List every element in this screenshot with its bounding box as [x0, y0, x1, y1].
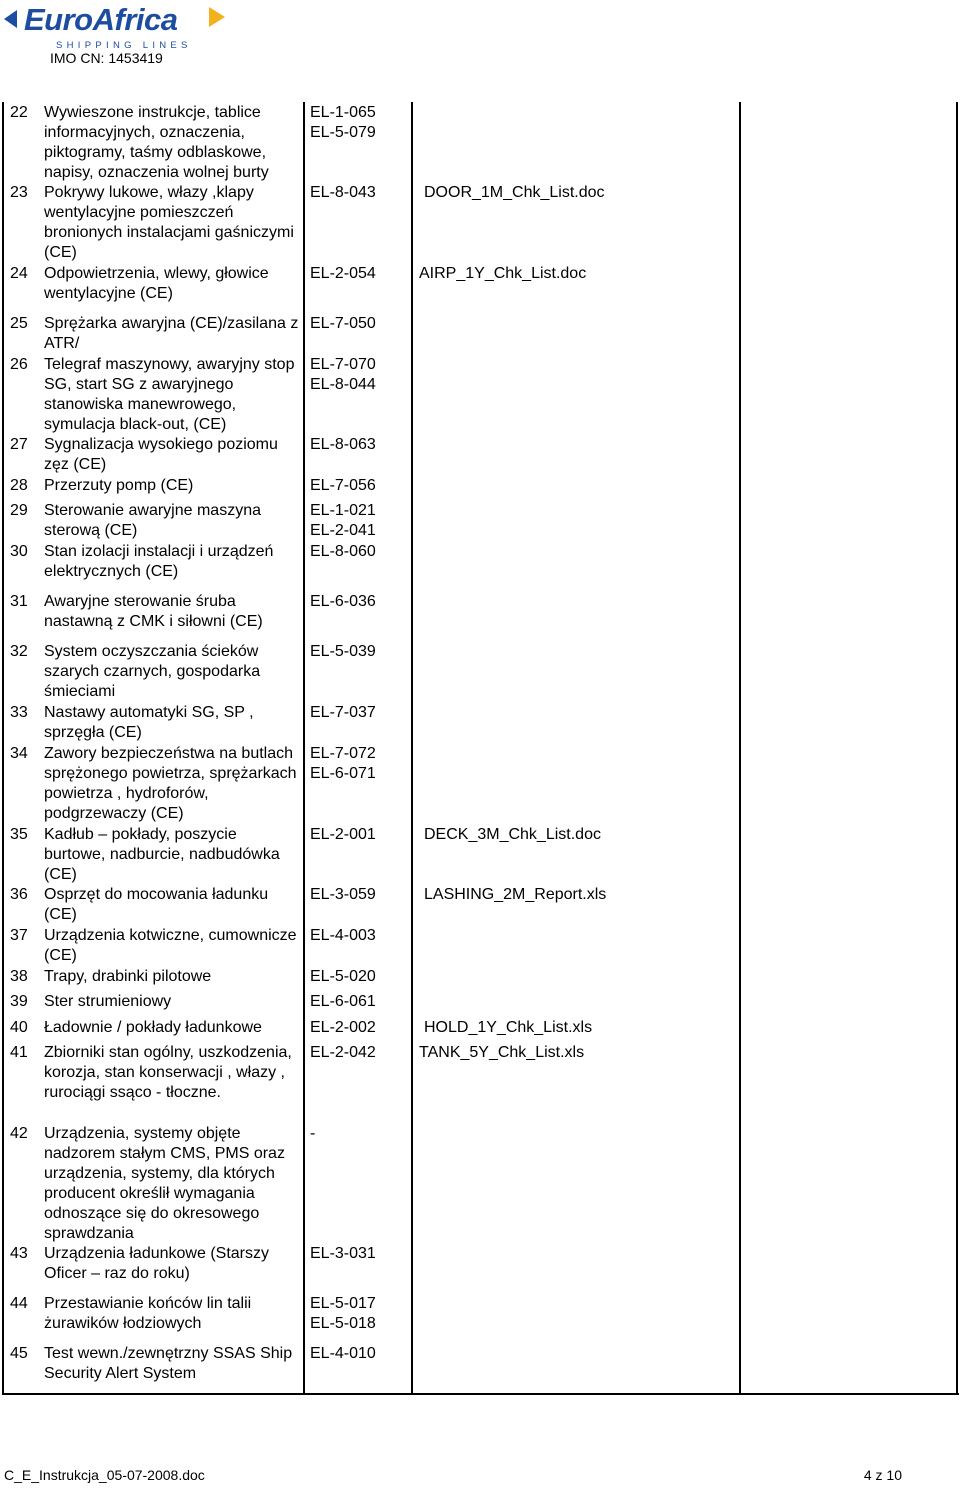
row-description: Zbiorniki stan ogólny, uszkodzenia, korozja, stan konserwacji , włazy , rurociągi ssąco - tłoczne. [44, 1044, 292, 1102]
row-code: EL-2-042 [310, 1044, 376, 1061]
row-code: EL-6-071 [310, 765, 376, 783]
row-code: EL-3-031 [310, 1245, 376, 1262]
row-description: Sprężarka awaryjna (CE)/zasilana z ATR/ [44, 315, 299, 353]
row-code: EL-5-020 [310, 968, 376, 985]
row-code: EL-2-001 [310, 826, 376, 843]
row-number: 36 [10, 886, 28, 903]
table-divider-desc [303, 102, 305, 1395]
row-codes [310, 501, 376, 541]
row-codes [310, 1043, 376, 1063]
row-number: 28 [10, 477, 28, 494]
table-border-right [956, 102, 958, 1395]
row-file: DOOR_1M_Chk_List.doc [424, 184, 605, 201]
row-codes [310, 314, 376, 334]
row-number: 35 [10, 826, 28, 843]
row-description: Ster strumieniowy [44, 993, 172, 1010]
row-codes [310, 264, 376, 284]
row-number: 27 [10, 436, 28, 453]
row-number: 32 [10, 643, 28, 660]
table-border-left [2, 102, 4, 1395]
row-description: Osprzęt do mocowania ładunku (CE) [44, 886, 269, 924]
footer-filename: C_E_Instrukcja_05-07-2008.doc [4, 1467, 205, 1483]
row-code: EL-7-072 [310, 745, 376, 762]
row-description: Ładownie / pokłady ładunkowe [44, 1019, 262, 1036]
row-codes [310, 992, 376, 1012]
row-code: EL-2-002 [310, 1019, 376, 1036]
row-code: EL-7-056 [310, 477, 376, 494]
row-number: 22 [10, 104, 28, 121]
row-description: Zawory bezpieczeństwa na butlach sprężonego powietrza, sprężarkach powietrza , hydroforów, podgrzewaczy (CE) [44, 745, 297, 823]
row-description: Urządzenia, systemy objęte nadzorem stałym CMS, PMS oraz urządzenia, systemy, dla których producent określił wymagania odnoszące się do okresowego sprawdzania [44, 1125, 285, 1243]
row-number: 40 [10, 1019, 28, 1036]
row-description: Stan izolacji instalacji i urządzeń elektrycznych (CE) [44, 543, 274, 581]
row-code: EL-1-065 [310, 104, 376, 121]
row-description: Sygnalizacja wysokiego poziomu zęz (CE) [44, 436, 278, 474]
row-description: Urządzenia ładunkowe (Starszy Oficer – raz do roku) [44, 1245, 269, 1283]
row-codes [310, 1244, 376, 1264]
row-description: Sterowanie awaryjne maszyna sterową (CE) [44, 502, 261, 540]
row-description: Test wewn./zewnętrzny SSAS Ship Security Alert System [44, 1345, 293, 1383]
row-codes [310, 435, 376, 455]
footer-page-number: 4 z 10 [863, 1467, 902, 1483]
row-code: EL-6-036 [310, 593, 376, 610]
row-codes [310, 183, 376, 203]
row-number: 41 [10, 1044, 28, 1061]
row-description: Nastawy automatyki SG, SP , sprzęgła (CE) [44, 704, 254, 742]
imo-number: IMO CN: 1453419 [50, 50, 163, 66]
logo-right-arrow-icon [209, 7, 225, 27]
logo-subtitle: SHIPPING LINES [56, 40, 192, 51]
row-description: Odpowietrzenia, wlewy, głowice wentylacyjne (CE) [44, 265, 269, 303]
row-file: TANK_5Y_Chk_List.xls [419, 1044, 585, 1061]
table-border-bottom [2, 1393, 959, 1395]
inspection-table [2, 102, 959, 1395]
row-code: EL-7-037 [310, 704, 376, 721]
row-code: EL-5-017 [310, 1295, 376, 1312]
row-code: EL-2-041 [310, 522, 376, 540]
row-codes [310, 1018, 376, 1038]
row-codes [310, 1294, 376, 1334]
row-number: 34 [10, 745, 28, 762]
row-number: 39 [10, 993, 28, 1010]
row-code: EL-5-079 [310, 124, 376, 142]
row-codes [310, 744, 376, 784]
row-code: - [310, 1125, 316, 1142]
row-code: EL-4-003 [310, 927, 376, 944]
row-code: EL-7-070 [310, 356, 376, 373]
row-description: Awaryjne sterowanie śruba nastawną z CMK i siłowni (CE) [44, 593, 263, 631]
row-file: AIRP_1Y_Chk_List.doc [419, 265, 587, 282]
row-description: System oczyszczania ścieków szarych czarnych, gospodarka śmieciami [44, 643, 261, 701]
row-codes [310, 642, 376, 662]
row-file: LASHING_2M_Report.xls [424, 886, 607, 903]
row-number: 30 [10, 543, 28, 560]
row-number: 44 [10, 1295, 28, 1312]
row-description: Wywieszone instrukcje, tablice informacyjnych, oznaczenia, piktogramy, taśmy odblaskowe, napisy, oznaczenia wolnej burty [44, 104, 269, 182]
row-number: 23 [10, 184, 28, 201]
row-number: 31 [10, 593, 28, 610]
table-divider-file [739, 102, 741, 1395]
row-code: EL-4-010 [310, 1345, 376, 1362]
row-code: EL-8-060 [310, 543, 376, 560]
logo-text: EuroAfrica [24, 2, 178, 37]
row-codes [310, 476, 376, 496]
row-description: Urządzenia kotwiczne, cumownicze (CE) [44, 927, 297, 965]
row-code: EL-6-061 [310, 993, 376, 1010]
row-codes [310, 967, 376, 987]
row-description: Kadłub – pokłady, poszycie burtowe, nadburcie, nadbudówka (CE) [44, 826, 280, 884]
row-codes [310, 926, 376, 946]
row-codes [310, 1124, 315, 1144]
row-description: Telegraf maszynowy, awaryjny stop SG, start SG z awaryjnego stanowiska manewrowego, symulacja black-out, (CE) [44, 356, 295, 434]
row-codes [310, 885, 376, 905]
row-number: 33 [10, 704, 28, 721]
row-codes [310, 703, 376, 723]
row-code: EL-8-063 [310, 436, 376, 453]
row-description: Pokrywy lukowe, włazy ,klapy wentylacyjne pomieszczeń bronionych instalacjami gaśniczymi (CE) [44, 184, 294, 262]
row-codes [310, 825, 376, 845]
row-file: DECK_3M_Chk_List.doc [424, 826, 601, 843]
row-codes [310, 542, 376, 562]
row-number: 42 [10, 1125, 28, 1142]
row-codes [310, 103, 376, 143]
row-code: EL-1-021 [310, 502, 376, 519]
row-code: EL-2-054 [310, 265, 376, 282]
row-description: Przestawianie końców lin talii żurawików łodziowych [44, 1295, 252, 1333]
row-description: Przerzuty pomp (CE) [44, 477, 194, 494]
row-file: HOLD_1Y_Chk_List.xls [424, 1019, 593, 1036]
table-divider-code [411, 102, 413, 1395]
row-number: 43 [10, 1245, 28, 1262]
row-codes [310, 355, 376, 395]
row-codes [310, 592, 376, 612]
row-number: 38 [10, 968, 28, 985]
logo-left-arrow-icon [4, 10, 17, 28]
row-code: EL-5-018 [310, 1315, 376, 1333]
row-number: 26 [10, 356, 28, 373]
row-number: 24 [10, 265, 28, 282]
row-description: Trapy, drabinki pilotowe [44, 968, 212, 985]
row-number: 37 [10, 927, 28, 944]
row-number: 29 [10, 502, 28, 519]
row-code: EL-7-050 [310, 315, 376, 332]
row-number: 45 [10, 1345, 28, 1362]
row-code: EL-3-059 [310, 886, 376, 903]
row-codes [310, 1344, 376, 1364]
company-logo [4, 2, 234, 50]
row-code: EL-8-043 [310, 184, 376, 201]
row-code: EL-5-039 [310, 643, 376, 660]
row-code: EL-8-044 [310, 376, 376, 394]
row-number: 25 [10, 315, 28, 332]
